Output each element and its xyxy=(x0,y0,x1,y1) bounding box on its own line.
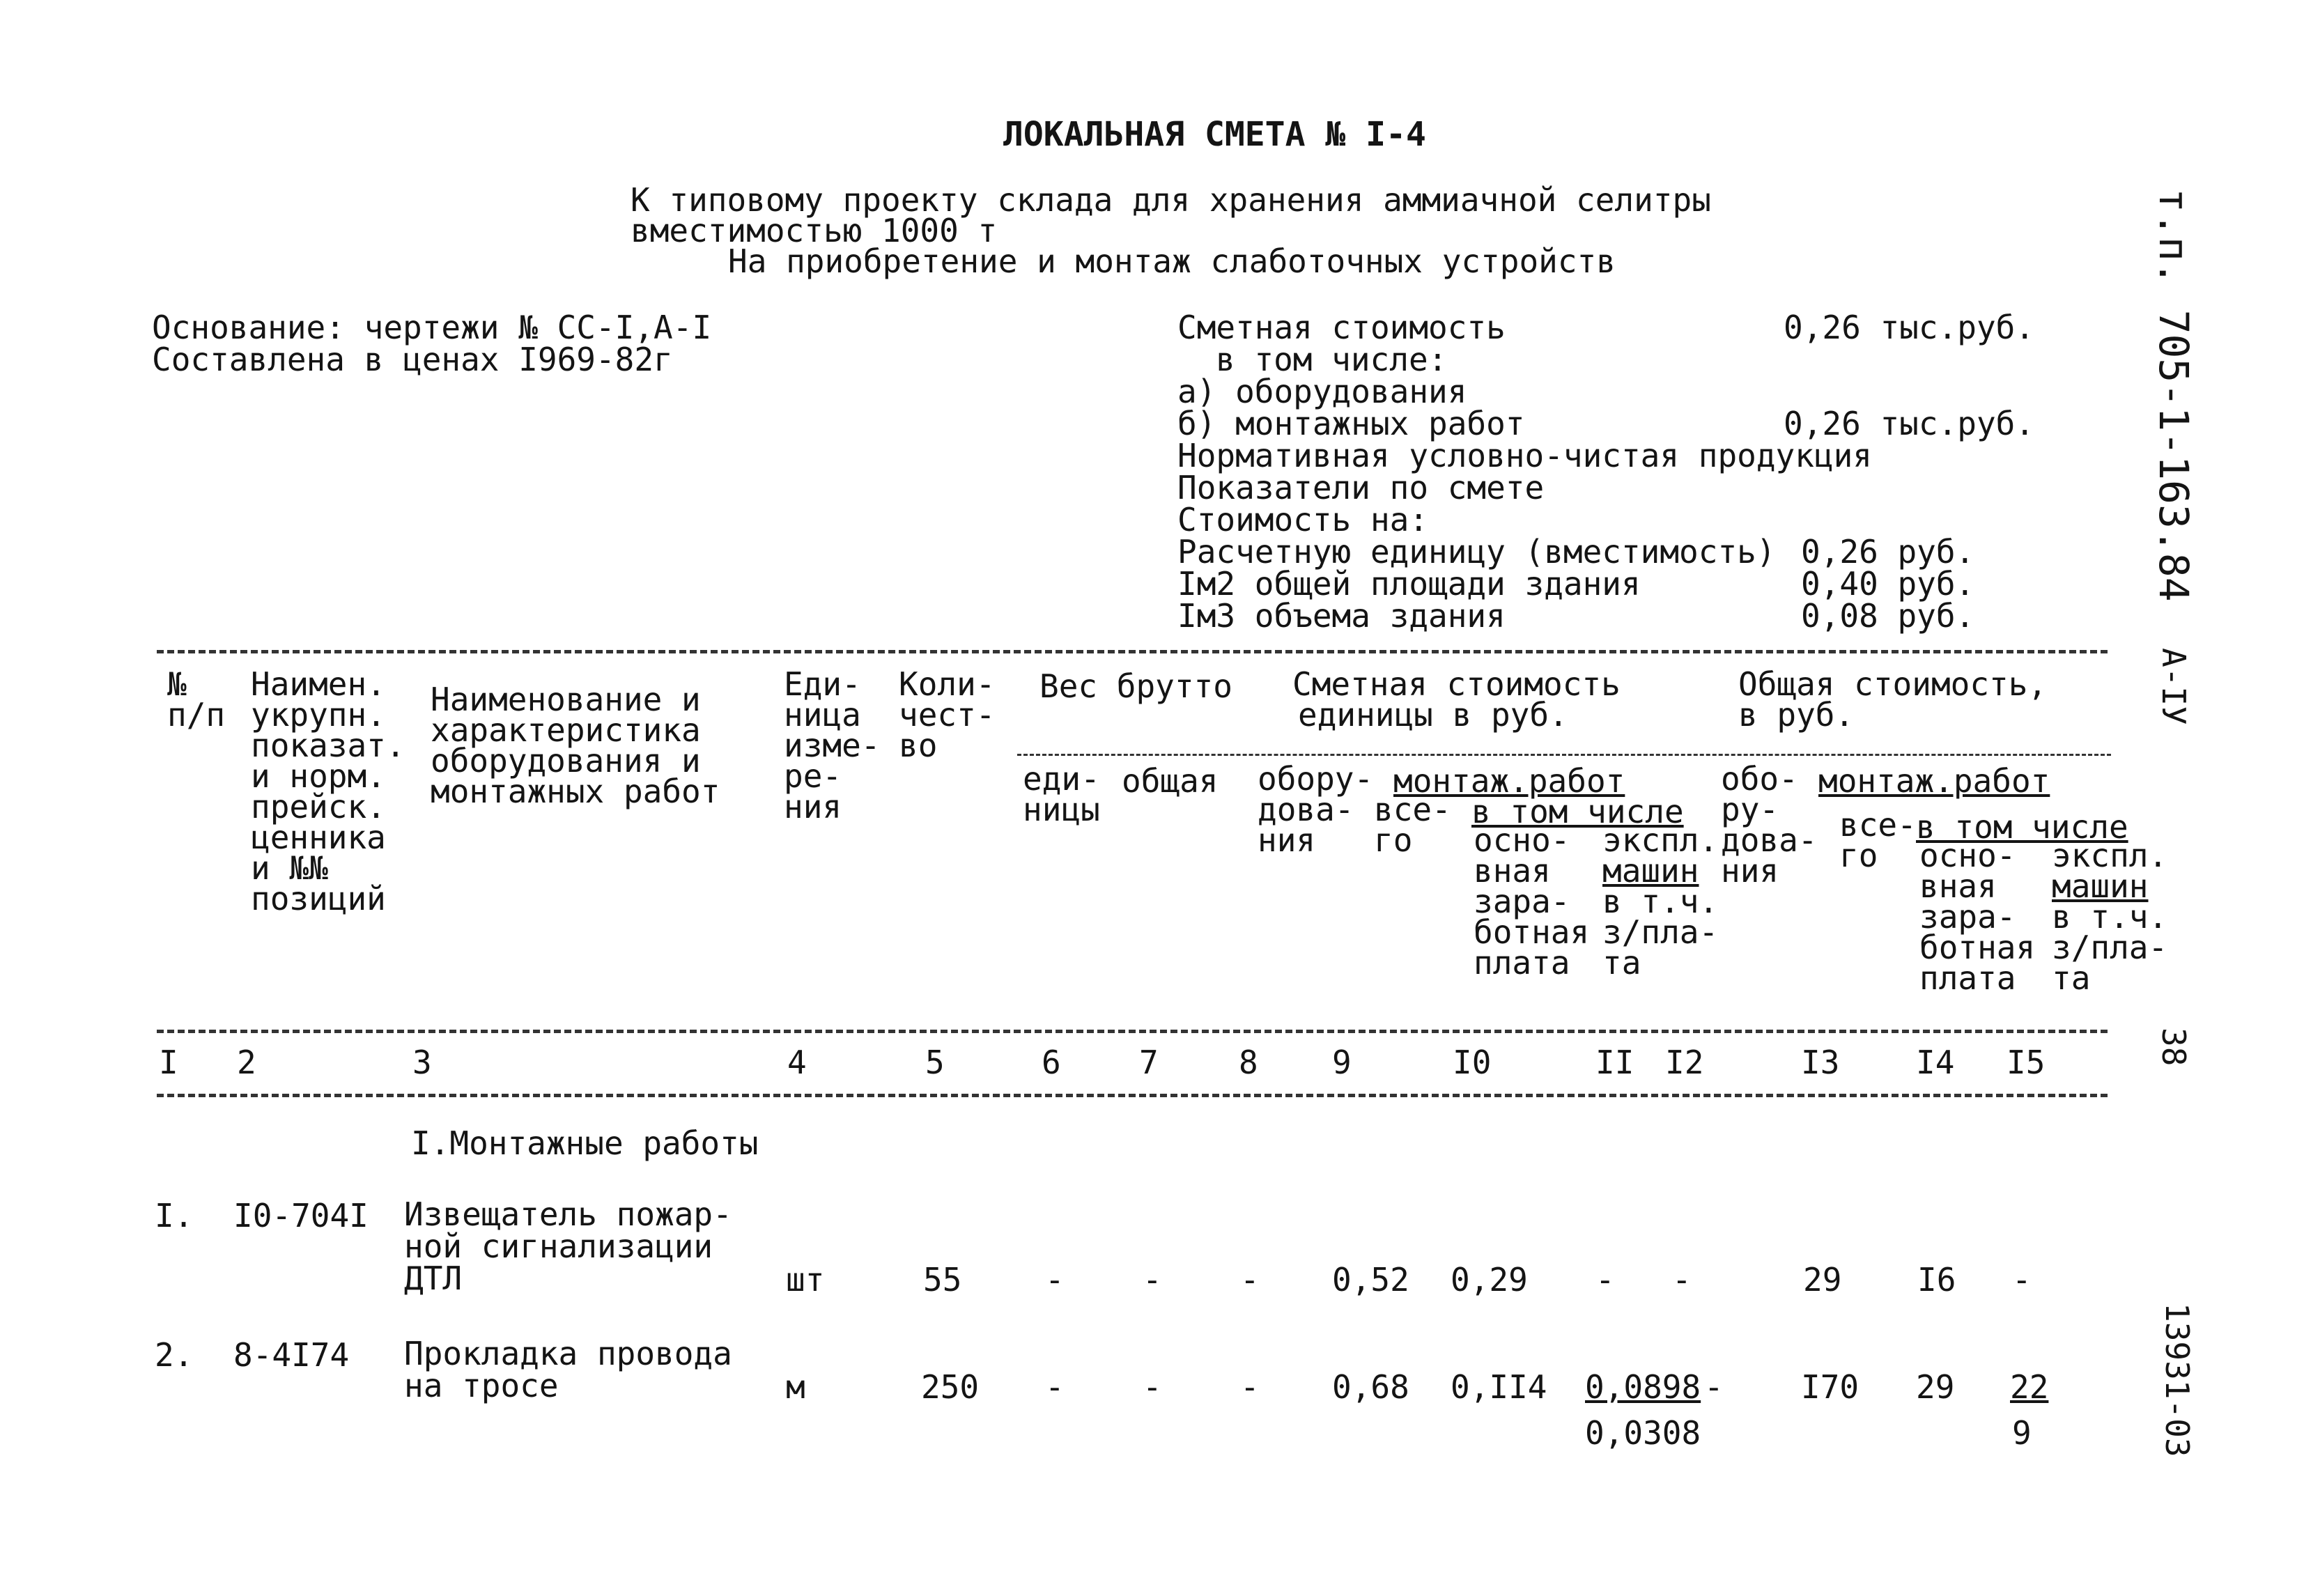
row-qty: 250 xyxy=(921,1368,980,1406)
header-top-rule xyxy=(157,650,2108,653)
colnum-7: 7 xyxy=(1139,1044,1159,1081)
row-unit: шт xyxy=(786,1261,825,1299)
row-mount-all: 0,52 xyxy=(1332,1261,1409,1299)
row-mount-mach: 0,0898 xyxy=(1585,1368,1701,1406)
colnum-9: 9 xyxy=(1332,1044,1352,1081)
row-total-all: I70 xyxy=(1801,1368,1860,1406)
row-equip: - xyxy=(1240,1368,1260,1406)
header-col-1: № п/п xyxy=(167,665,226,734)
unit-label: Расчетную единицу (вместимость) xyxy=(1177,533,1776,571)
area-label: Iм2 общей площади здания xyxy=(1177,565,1641,603)
colnum-3: 3 xyxy=(412,1044,432,1081)
side-stamp: 13931-03 xyxy=(2158,1303,2196,1457)
row-unit: м xyxy=(786,1368,805,1406)
volume-label: Iм3 объема здания xyxy=(1177,597,1506,635)
basis-line-1: Основание: чертежи № СС-I,А-I xyxy=(152,309,712,346)
header-col-2: Наимен. укрупн. показат. и норм. прейск. ценника и №№ позиций xyxy=(251,665,405,917)
header-unit-incl: в том числе xyxy=(1471,793,1684,830)
header-total-wage: осно- вная зара- ботная плата xyxy=(1919,837,2036,997)
row-name: Извещатель пожар- ной сигнализации ДТЛ xyxy=(404,1195,732,1297)
side-project-code: т.п. 705-1-163.84 xyxy=(2150,188,2197,602)
normative-label: Нормативная условно-чистая продукция xyxy=(1177,437,1872,474)
header-mid-rule xyxy=(1017,754,2111,756)
row-mount-mach: - xyxy=(1595,1261,1615,1299)
row-total-equip: - xyxy=(1672,1261,1692,1299)
row-mount-wage: 0,II4 xyxy=(1451,1368,1547,1406)
header-unit-mount: монтаж.работ xyxy=(1393,762,1625,800)
colnum-13: I3 xyxy=(1801,1044,1840,1081)
row-total-all: 29 xyxy=(1803,1261,1842,1299)
side-page-number: 38 xyxy=(2155,1028,2193,1067)
colnum-6: 6 xyxy=(1042,1044,1061,1081)
header-col-4: Еди- ница изме- ре- ния xyxy=(784,665,881,826)
header-total-all: все- го xyxy=(1839,806,1917,874)
header-weight: Вес брутто xyxy=(1039,667,1232,705)
header-total-incl: в том числе xyxy=(1916,808,2128,846)
colnum-bottom-rule xyxy=(157,1094,2108,1097)
row-code: 8-4I74 xyxy=(233,1336,350,1374)
row-total-wage: 29 xyxy=(1916,1368,1955,1406)
side-album: А-IУ xyxy=(2155,648,2193,725)
row-name: Прокладка провода на тросе xyxy=(404,1335,732,1404)
header-total-machines: экспл. машин в т.ч. з/пла- та xyxy=(2052,837,2168,997)
row-total-wage: I6 xyxy=(1917,1261,1956,1299)
basis-line-2: Составлена в ценах I969-82г xyxy=(152,341,673,378)
row-number: 2. xyxy=(155,1336,194,1374)
header-unit-machines: экспл. машин в т.ч. з/пла- та xyxy=(1602,821,1719,982)
header-unit-total: все- го xyxy=(1374,791,1451,859)
row-total-mach: 22 xyxy=(2010,1368,2049,1406)
header-weight-total: общая xyxy=(1122,762,1219,800)
colnum-1: I xyxy=(159,1044,178,1081)
row-weight-total: - xyxy=(1143,1368,1162,1406)
header-unit-equip: обору- дова- ния xyxy=(1258,760,1374,859)
colnum-15: I5 xyxy=(2007,1044,2046,1081)
header-total-cost: Общая стоимость, в руб. xyxy=(1738,665,2048,734)
subtitle-line-3: На приобретение и монтаж слаботочных устройств xyxy=(728,242,1616,280)
header-bottom-rule xyxy=(157,1030,2108,1033)
header-unit-cost: Сметная стоимость единицы в руб. xyxy=(1292,665,1621,734)
row-qty: 55 xyxy=(923,1261,962,1299)
colnum-10: I0 xyxy=(1453,1044,1492,1081)
cost-value: 0,26 тыс.руб. xyxy=(1784,309,2035,346)
colnum-12: I2 xyxy=(1665,1044,1704,1081)
mount-label: б) монтажных работ xyxy=(1177,405,1525,442)
row-mount-all: 0,68 xyxy=(1332,1368,1409,1406)
cost-label: Сметная стоимость xyxy=(1177,309,1506,346)
row-equip: - xyxy=(1240,1261,1260,1299)
section-heading: I.Монтажные работы xyxy=(411,1124,759,1162)
header-weight-unit: еди- ницы xyxy=(1023,760,1100,828)
colnum-2: 2 xyxy=(237,1044,256,1081)
volume-value: 0,08 руб. xyxy=(1801,597,1975,635)
row-code: I0-704I xyxy=(233,1197,369,1234)
row-mount-mach-sub: 0,0308 xyxy=(1585,1414,1701,1452)
row-number: I. xyxy=(155,1197,194,1234)
row-weight-total: - xyxy=(1143,1261,1162,1299)
equip-label: а) оборудования xyxy=(1177,373,1467,410)
header-col-5: Коли- чест- во xyxy=(899,665,996,764)
unit-value: 0,26 руб. xyxy=(1801,533,1975,571)
row-total-equip: - xyxy=(1704,1368,1724,1406)
subtitle-line-1: К типовому проекту склада для хранения аммиачной селитры xyxy=(631,181,1711,219)
colnum-11: II xyxy=(1595,1044,1634,1081)
area-value: 0,40 руб. xyxy=(1801,565,1975,603)
row-mount-wage: 0,29 xyxy=(1451,1261,1528,1299)
row-total-mach: - xyxy=(2012,1261,2032,1299)
row-weight-unit: - xyxy=(1045,1368,1065,1406)
document-title: ЛОКАЛЬНАЯ СМЕТА № I-4 xyxy=(1003,115,1426,154)
cost-on-label: Стоимость на: xyxy=(1177,501,1429,539)
indicators-label: Показатели по смете xyxy=(1177,469,1545,506)
subtitle-line-2: вместимостью 1000 т xyxy=(631,212,998,249)
mount-value: 0,26 тыс.руб. xyxy=(1784,405,2035,442)
header-total-mount: монтаж.работ xyxy=(1818,762,2050,800)
colnum-5: 5 xyxy=(925,1044,945,1081)
colnum-8: 8 xyxy=(1239,1044,1258,1081)
header-total-equip: обо- ру- дова- ния xyxy=(1721,760,1818,890)
header-unit-wage: осно- вная зара- ботная плата xyxy=(1474,821,1590,982)
header-col-3: Наименование и характеристика оборудования и монтажных работ xyxy=(431,681,720,810)
colnum-14: I4 xyxy=(1916,1044,1955,1081)
row-weight-unit: - xyxy=(1045,1261,1065,1299)
colnum-4: 4 xyxy=(787,1044,807,1081)
incl-label: в том числе: xyxy=(1216,341,1448,378)
row-total-mach-sub: 9 xyxy=(2012,1414,2032,1452)
